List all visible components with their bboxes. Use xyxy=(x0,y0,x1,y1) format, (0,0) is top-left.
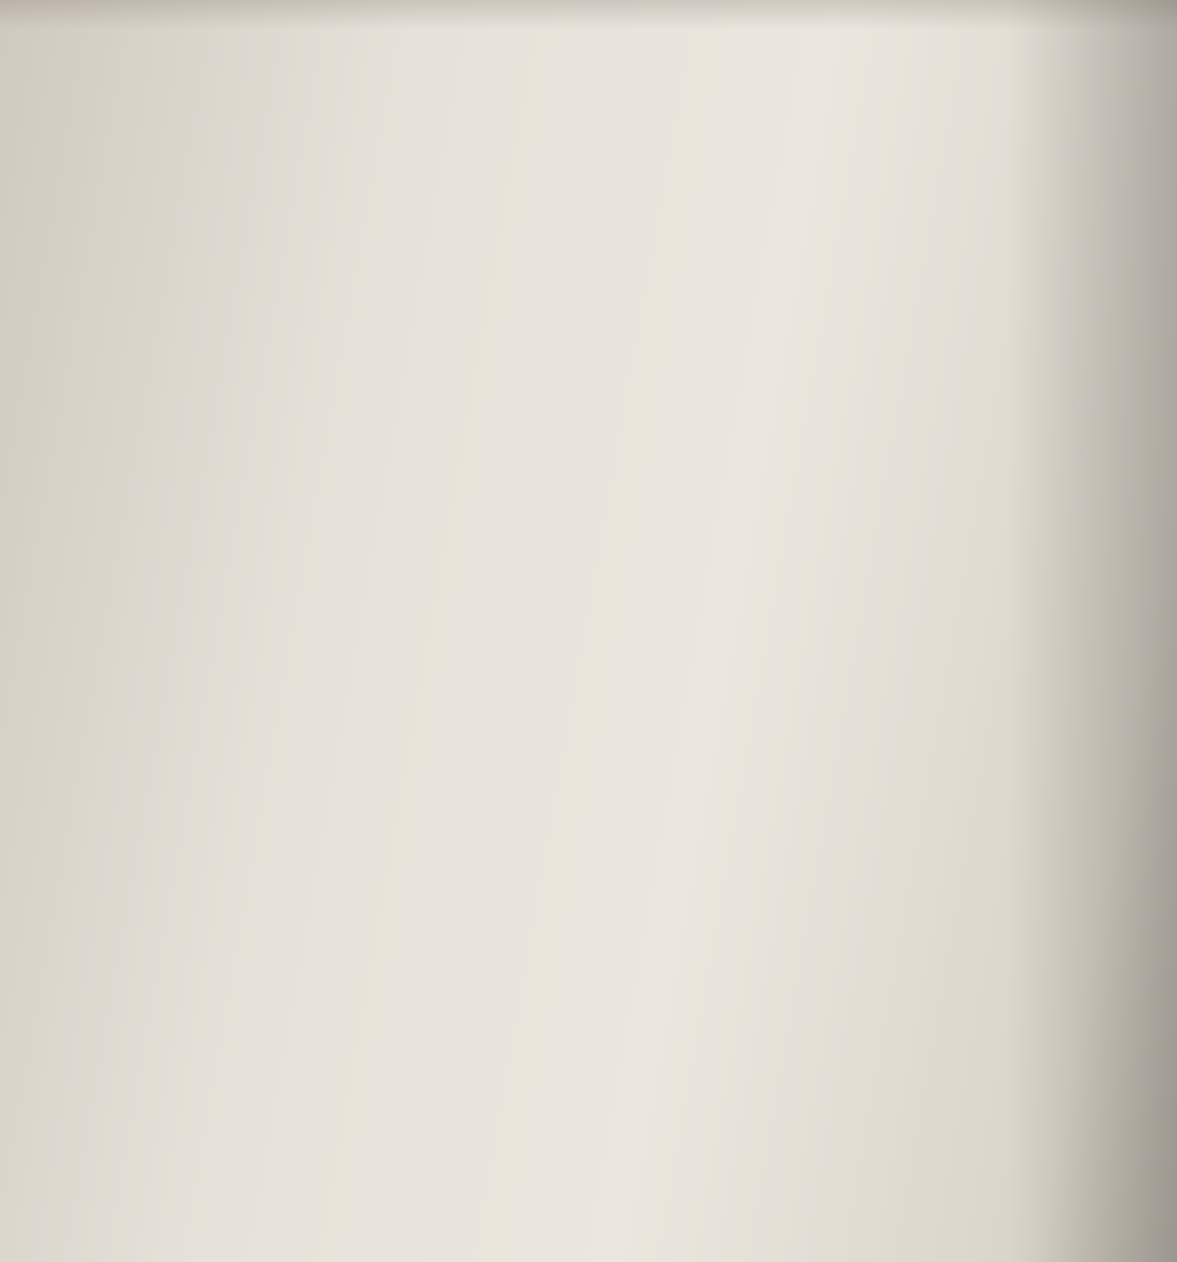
right-shadow xyxy=(1007,0,1177,1262)
top-shadow xyxy=(0,0,1177,30)
